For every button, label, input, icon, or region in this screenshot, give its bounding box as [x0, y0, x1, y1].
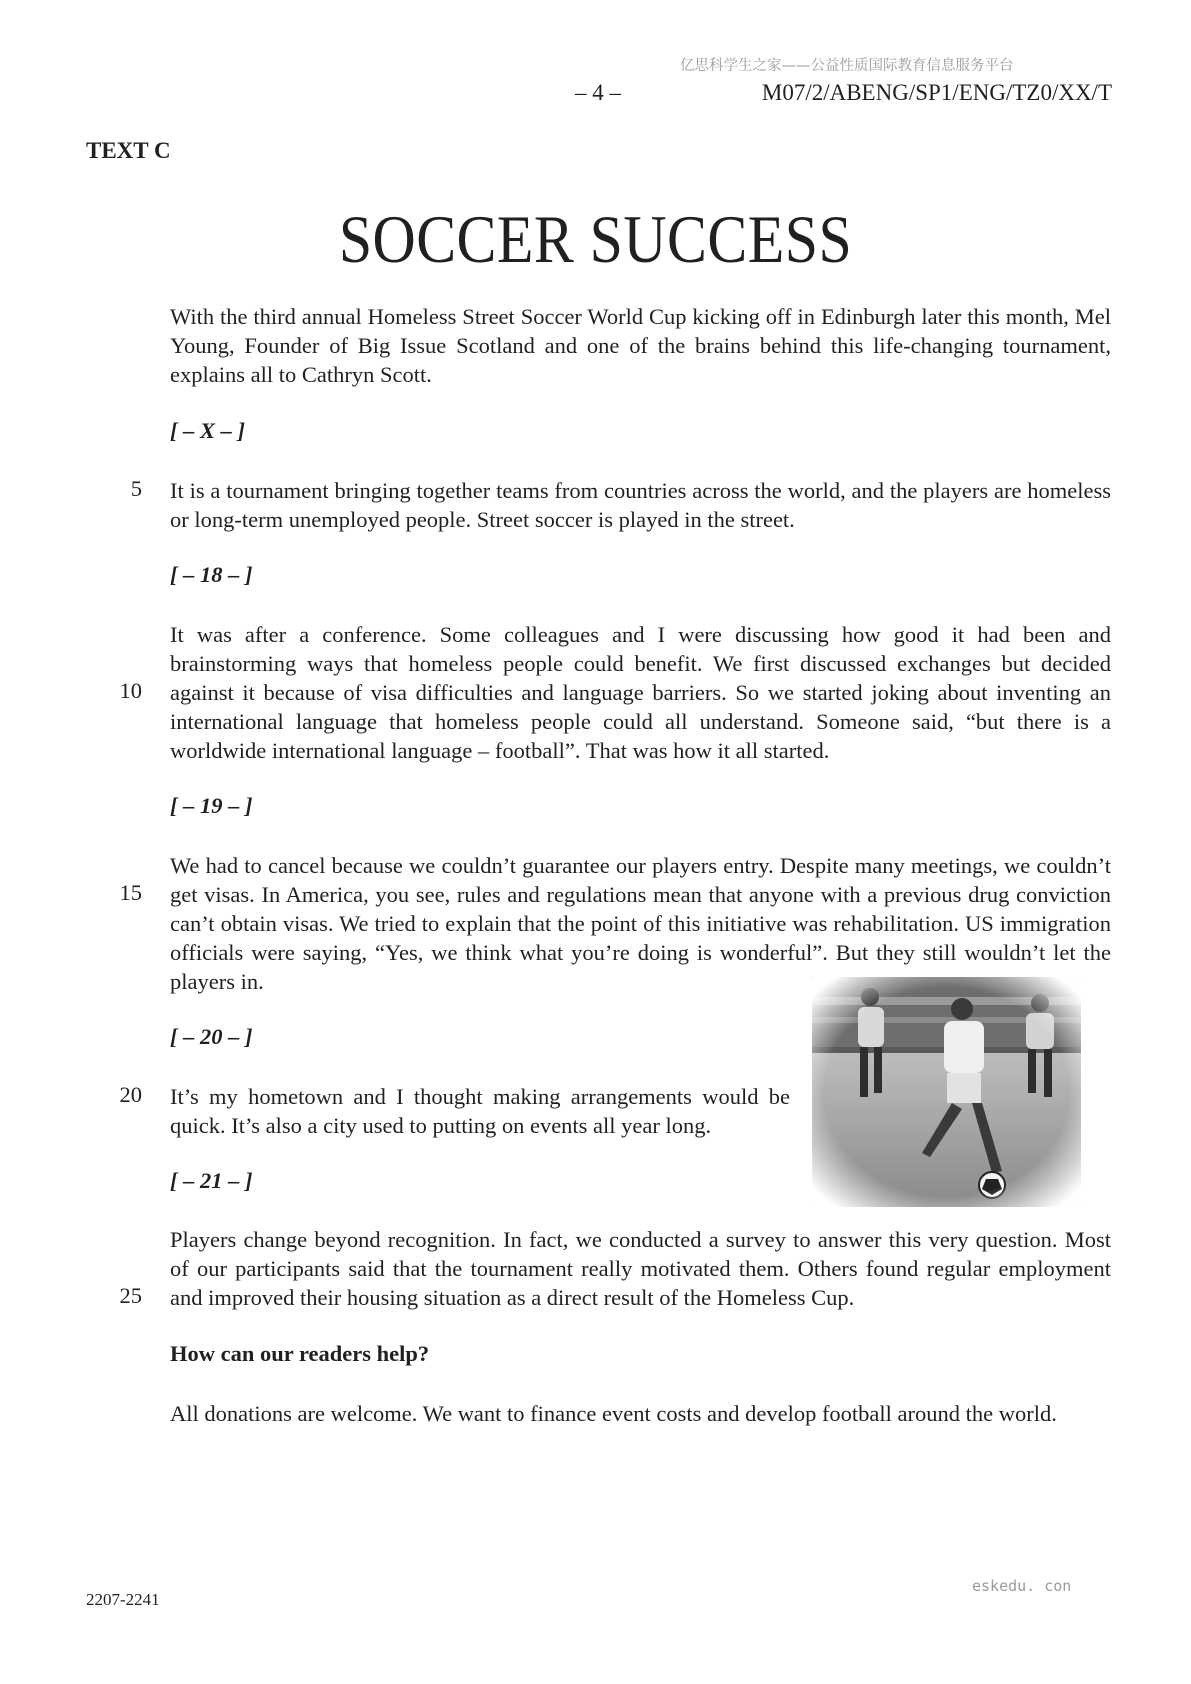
answer-paragraph-4: It’s my hometown and I thought making arrangements would be quick. It’s also a city used to putting on events all year long.: [170, 1084, 790, 1138]
line-number-10: 10: [119, 678, 142, 703]
page-number: – 4 –: [575, 80, 621, 105]
header-watermark: 亿思科学生之家——公益性质国际教育信息服务平台: [680, 58, 1014, 74]
answer-paragraph-6: All donations are welcome. We want to finance event costs and develop football around the world.: [170, 1401, 1057, 1426]
soccer-photo: [812, 977, 1081, 1207]
footer-code: 2207-2241: [86, 1590, 160, 1609]
help-question: How can our readers help?: [170, 1341, 430, 1366]
line-number-20: 20: [119, 1082, 142, 1107]
answer-paragraph-3: We had to cancel because we couldn’t guarantee our players entry. Despite many meetings, we couldn’t get visas. In America, you see, rules and regulations mean that anyone with a previous drug conviction can’t obtain visas. We tried to explain that the point of this initiative was rehabilitation. US immigration officials were saying, “Yes, we think what you’re doing is wonderful”. But they still wouldn’t let the players in.: [170, 853, 1111, 994]
question-marker-18: [ – 18 – ]: [170, 562, 253, 587]
question-marker-x: [ – X – ]: [170, 418, 245, 443]
line-number-15: 15: [119, 880, 142, 905]
question-marker-21: [ – 21 – ]: [170, 1168, 253, 1193]
answer-paragraph-2: It was after a conference. Some colleagues and I were discussing how good it had been and brainstorming ways that homeless people could benefit. We first discussed exchanges but decided against it because of visa difficulties and language barriers. So we started joking about inventing an international language that homeless people could all understand. Someone said, “but there is a worldwide international language – football”. That was how it all started.: [170, 622, 1111, 763]
answer-paragraph-1: It is a tournament bringing together teams from countries across the world, and the players are homeless or long-term unemployed people. Street soccer is played in the street.: [170, 478, 1111, 532]
intro-paragraph: With the third annual Homeless Street Soccer World Cup kicking off in Edinburgh later this month, Mel Young, Founder of Big Issue Scotland and one of the brains behind this life-changing tournament, explains all to Cathryn Scott.: [170, 304, 1111, 387]
document-code: M07/2/ABENG/SP1/ENG/TZ0/XX/T: [761, 80, 1112, 105]
footer-watermark: eskedu. con: [972, 1577, 1072, 1595]
question-marker-19: [ – 19 – ]: [170, 793, 253, 818]
answer-paragraph-5: Players change beyond recognition. In fact, we conducted a survey to answer this very question. Most of our participants said that the tournament really motivated them. Others found regular employment and improved their housing situation as a direct result of the Homeless Cup.: [170, 1227, 1111, 1310]
line-number-25: 25: [119, 1283, 142, 1308]
section-label: TEXT C: [86, 138, 171, 163]
question-marker-20: [ – 20 – ]: [170, 1024, 253, 1049]
line-number-5: 5: [130, 476, 142, 501]
article-title: SOCCER SUCCESS: [338, 201, 853, 277]
